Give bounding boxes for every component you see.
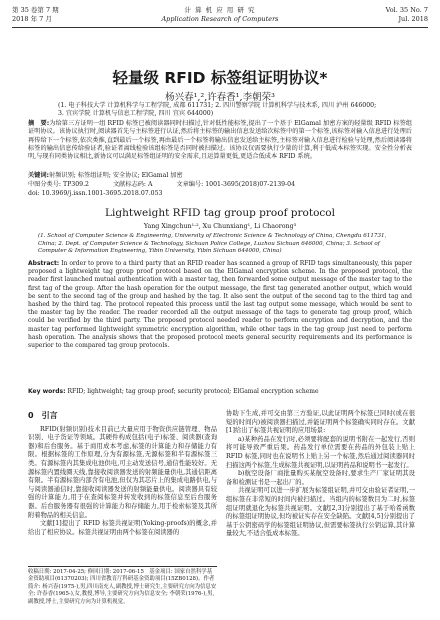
keywords-en-label: Key words:	[28, 388, 66, 395]
journal-name-en: Application Research of Computers	[161, 15, 279, 23]
keywords-cn	[28, 172, 412, 180]
classification-row	[28, 181, 412, 189]
date-en: Jul. 2018	[398, 15, 428, 23]
affiliation-cn: (1. 电子科技大学 计算机科学与工程学院, 成都 611731; 2. 四川警察学院 计算机科学与技术系, 四川 泸州 646000; 3. 宜宾学院 计算机与信息工程学院, 四川 宜宾 644000)	[58, 102, 377, 118]
volume-issue-en: Vol. 35 No. 7	[385, 6, 428, 14]
abstract-en-text: In order to prove to a third party that an RFID reader has scanned a group of RFID tags simultaneously, this paper proposed a lightweight tag group proof protocol based on the ElGamal encryption scheme. In the proposed protocol, the reader first launched mutual authentication with a master tag, then forwarded some output message of the master tag to the first tag of the group. After the hash operation for the output message, the first tag generated another output, which would be sent to the second tag of the group and hashed by the tag. It also sent the output of the second tag to the third tag and hashed by the third tag. The protocol repeated this process until the last tag output some message, which would be sent to the master tag by the reader. The reader recorded all the output message of the tags to generate tag group proof, which could be verified by the third party. The proposed protocol needed reader to perform encryption and decryption, and the master tag performed lightweight symmetric encryption algorithm, while other tags in the tag group just need to perform hash operation. The analysis shows that the proposed protocol meets general security requirements and its performance is superior to the compared tag group protocols.	[28, 260, 412, 350]
keywords-en	[28, 388, 412, 396]
body-paragraph: 协助下生成,并可交由第三方验证,以此证明两个标签已同时(或在很短的时间内)被阅读器扫描过,并能证明两个标签确实同时存在。文献[1]给出了标签共视证明的应用场景:	[226, 410, 415, 435]
header-rule	[12, 27, 428, 28]
paper-title-cn: 轻量级 RFID 标签组证明协议*	[112, 69, 328, 87]
keywords-cn-label: 关键词:	[28, 172, 50, 179]
abstract-en-label: Abstract:	[28, 260, 60, 267]
clc-number: 中图分类号: TP309.2	[28, 181, 89, 188]
doi: doi: 10.3969/j.issn.1001-3695.2018.07.053	[28, 190, 163, 197]
body-paragraph: a)某种药品在发行时,必须要将配套的说明书附在一起发行,否则将可能导致严重后果。药品发行单位需要在药品的外包装上贴上 RFID 标签,同时也在说明书上贴上另一个标签,然后通过阅读器同时扫描这两个标签,生成标签共视证明,以证明药品和说明书一起发行。	[226, 435, 415, 469]
body-paragraph: b)航空设备厂商批量购买某航空设备时,要求生产厂家证明其设备和检测证书是一起出厂的。	[226, 470, 415, 486]
paper-title-en: Lightweight RFID tag group proof protocol	[105, 207, 335, 219]
abstract-cn-label: 摘 要:	[28, 120, 50, 127]
volume-issue-cn: 第 35 卷第 7 期	[12, 6, 59, 14]
document-code: 文献标志码: A	[112, 181, 153, 188]
date-cn: 2018 年 7 月	[12, 15, 52, 23]
body-paragraph: 文献[1]提出了 RFID 标签共视证明(Yoking-proofs)的概念,并给出了相应协议。标签共视证明由两个标签在阅读器的	[28, 520, 217, 536]
body-column-right	[226, 410, 415, 539]
abstract-cn-text: 为给第三方证明一组 RFID 标签已被阅读器同时扫描过,针对低性能标签,提出了一个基于 ElGamal 加密方案的轻量级 RFID 标签组证明协议。该协议执行时,阅读器首先与主标签进行认证,然后将主标签的输出信息发送给次标签中的第一个标签,该标签对输入信息进行处理后再传给下一个标签,依次类推,直到最后一个标签,再由最后一个标签将输出信息发送给主标签,主标签对输入信息进行检验与处理,然后阅读器将标签的输出信息传给验证者,验证者离线检验该组标签是否同时被扫描过。该协议仅需要执行少量的计算,利于低成本标签实现。安全性分析表明,与现有同类协议相比,新协议可以满足标签组证明的安全需求,且运算量更低,更适合低成本 RFID 系统。	[28, 120, 413, 161]
body-paragraph: RFID(射频识别)技术目前已大量应用于物资供应链管理、物品识别、电子货证等领域。其硬件构成包括(电子)标签、阅读器(查询器)和后台服务。基于商用成本考虑,标签的计算能力和存储能力有限。根据标签的工作原理,分为有源标签,无源标签和半有源标签三类。有源标签内其集成电池供电,可主动发送信号,通信性能较好。无源标签内置线圈天线,靠接收阅读器发送的射频能量供电,其通信距离有限。半有源标签内部含有电池,但仅为其芯片上的集成电路供电,与与阅读器通信时,靠接收阅读器发送的射频能量供电。阅读器具有较强的计算能力,用于在查阅标签并转发收到的标签信息至后台服务器。后台服务器有很强的计算能力和存储能力,用于检索标签及其所附着物品的相关信息。	[28, 425, 217, 519]
authors-en: Yang Xingchun¹·², Xu Chunxiang¹, Li Chaorong³	[143, 223, 297, 230]
header-right	[386, 6, 428, 24]
authors-cn: 杨兴春¹,²,许春香¹,李朝荣³	[165, 92, 275, 103]
affiliation-en: (1. School of Computer Science & Engineering, University of Electronic Science & Technology of China, Chengdu 611731, China; 2. Dept. of Computer Science & Technology, Sichuan Police College, Luzhou Sichuan 646000, China; 3. School of Computer & Information Engineering, Yibin University, Yibin Sichuan 644000, China)	[38, 233, 387, 255]
header-center	[12, 6, 428, 24]
footnote: 收稿日期: 2017-04-25; 修回日期: 2017-06-15 基金项目: 国家自然科学基金资助项目(61370203); 四川省教育厅科研基金资助项目(15ZB0128)。作者简介: 杨兴春(1975-),男,四川南充人,副教授,博士研究生,主要研究方向为信息安全; 许春香(1965-),女,教授,博导,主要研究方向为信息安全; 李朝荣(1976-),男,副教授,博士,主要研究方向为计算机视觉。	[28, 566, 217, 606]
section-heading-intro: 0 引言	[28, 411, 58, 420]
keywords-en-text: RFID; lightweight; tag group proof; security protocol; ElGamal encryption scheme	[67, 388, 319, 395]
abstract-en	[28, 260, 412, 350]
journal-name-cn: 计 算 机 应 用 研 究	[184, 6, 256, 14]
body-paragraph: 共视证明可以进一步扩展为标签组证明,并可交由验证者证明,一组标签在非常短的时间内被扫描过。当组内的标签数目为二时,标签组证明就退化为标签共视证明。文献[2,3]分别提出了基于哈希函数的标签组证明协议,但均被证实存在安全缺陷。文献[4,5]分别提出了基于公钥密码学的标签组证明协议,但需要标签执行公钥运算,其计算量较大,不适合低成本标签。	[226, 487, 415, 538]
body-column-left	[28, 410, 217, 537]
running-header	[12, 6, 428, 30]
article-number: 文章编号: 1001-3695(2018)07-2139-04	[176, 181, 296, 188]
abstract-cn	[28, 120, 412, 161]
keywords-cn-text: 射频识别; 标签组证明; 安全协议; ElGamal 加密	[49, 172, 183, 179]
